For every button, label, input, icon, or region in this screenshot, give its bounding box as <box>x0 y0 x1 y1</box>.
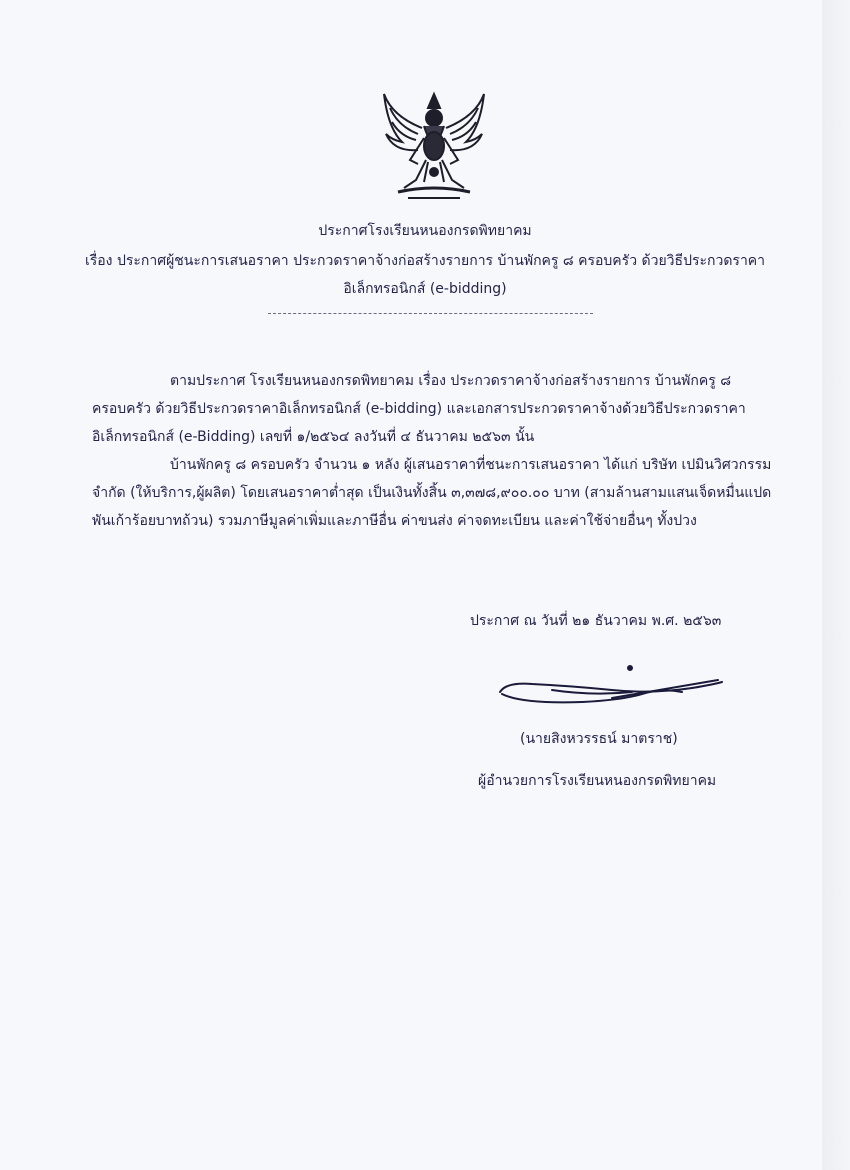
subject-line-1: เรื่อง ประกาศผู้ชนะการเสนอราคา ประกวดราคาจ้างก่อสร้างรายการ บ้านพักครู ๘ ครอบครัว ด้วยวิธีประกวดราคา <box>84 253 766 269</box>
signature-icon <box>492 660 728 716</box>
paragraph-1-line-2: ครอบครัว ด้วยวิธีประกวดราคาอิเล็กทรอนิกส์ (e-bidding) และเอกสารประกวดราคาจ้างด้วยวิธีประกวดราคา <box>92 401 746 417</box>
scan-edge <box>822 0 850 1170</box>
paragraph-2-line-3: พันเก้าร้อยบาทถ้วน) รวมภาษีมูลค่าเพิ่มและภาษีอื่น ค่าขนส่ง ค่าจดทะเบียน และค่าใช้จ่ายอื่นๆ ทั้งปวง <box>92 513 697 529</box>
heading-divider <box>268 313 593 314</box>
garuda-emblem-icon <box>378 88 490 204</box>
paragraph-2-line-2: จำกัด (ให้บริการ,ผู้ผลิต) โดยเสนอราคาต่ำสุด เป็นเงินทั้งสิ้น ๓,๓๗๘,๙๐๐.๐๐ บาท (สามล้านสามแสนเจ็ดหมื่นแปด <box>92 485 772 501</box>
paragraph-1-line-1: ตามประกาศ โรงเรียนหนองกรดพิทยาคม เรื่อง ประกวดราคาจ้างก่อสร้างรายการ บ้านพักครู ๘ <box>170 373 731 389</box>
paragraph-1-line-3: อิเล็กทรอนิกส์ (e-Bidding) เลขที่ ๑/๒๕๖๔ ลงวันที่ ๔ ธันวาคม ๒๕๖๓ นั้น <box>92 429 535 445</box>
paragraph-2-line-1: บ้านพักครู ๘ ครอบครัว จำนวน ๑ หลัง ผู้เสนอราคาที่ชนะการเสนอราคา ได้แก่ บริษัท เปมินวิศวกรรม <box>170 457 772 473</box>
announcement-date: ประกาศ ณ วันที่ ๒๑ ธันวาคม พ.ศ. ๒๕๖๓ <box>470 613 722 629</box>
subject-line-2: อิเล็กทรอนิกส์ (e-bidding) <box>343 281 507 297</box>
signer-position: ผู้อำนวยการโรงเรียนหนองกรดพิทยาคม <box>478 773 717 789</box>
signer-name: (นายสิงหวรรธน์ มาตราช) <box>520 731 678 747</box>
issuer-heading: ประกาศโรงเรียนหนองกรดพิทยาคม <box>318 223 532 239</box>
